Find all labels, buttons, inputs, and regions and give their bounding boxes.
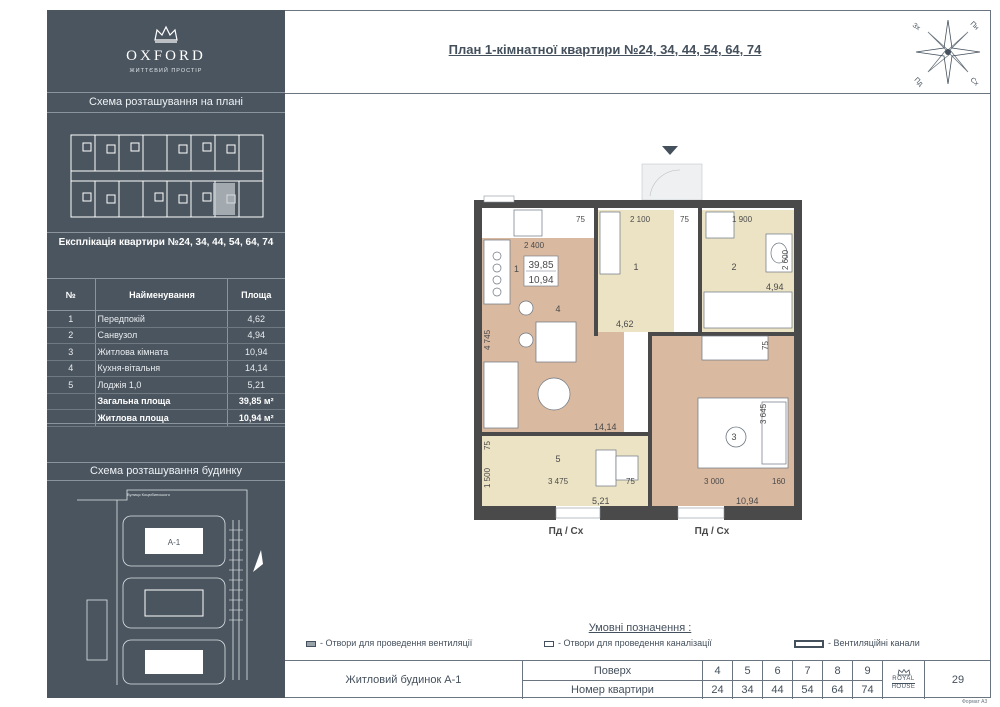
- row-name: Санвузол: [95, 327, 227, 344]
- room-area: 4,62: [616, 319, 634, 329]
- building-scheme-title: Схема розташування будинку: [90, 465, 242, 477]
- page-number-value: 29: [951, 674, 965, 686]
- dimension-label: 75: [626, 477, 635, 486]
- compass-rose-icon: [908, 14, 988, 90]
- compass-label-north: Пн: [968, 20, 980, 32]
- divider: [47, 423, 285, 424]
- orientation-label-right: Пд / Сх: [694, 526, 730, 537]
- dimension-label: 2 100: [630, 215, 651, 224]
- table-row: [47, 327, 285, 344]
- room-area: 5,21: [592, 496, 610, 506]
- col-header-name: Найменування: [95, 279, 227, 311]
- compass-label-east: Сх: [968, 76, 980, 88]
- row-number: 4: [47, 360, 95, 377]
- page-title: План 1-кімнатної квартири №24, 34, 44, 54, 64, 74: [448, 42, 762, 57]
- dimension-label: 1 900: [732, 215, 753, 224]
- apartment-number: 74: [853, 680, 883, 699]
- divider: [523, 680, 883, 681]
- room-number: 5: [555, 454, 561, 464]
- row-area: 10,94: [227, 344, 285, 361]
- divider: [47, 92, 285, 93]
- col-header-number: №: [47, 279, 95, 311]
- row-area: 5,21: [227, 377, 285, 394]
- dimension-label: 160: [772, 477, 786, 486]
- legend-label: - Отвори для проведення вентиляції: [320, 638, 473, 648]
- room-number: 2: [731, 262, 737, 272]
- row-area: 4,94: [227, 327, 285, 344]
- building-label: А-1: [167, 538, 181, 547]
- living-area-label: Житлова площа: [95, 410, 227, 427]
- floor-label: Поверх: [523, 661, 703, 680]
- sewage-hole-icon: [544, 641, 554, 647]
- floor-number: 7: [793, 661, 823, 680]
- total-area-value: 39,85 м²: [227, 393, 285, 410]
- brand-name: OXFORD: [126, 48, 206, 64]
- dimension-label: 75: [483, 441, 492, 450]
- floor-number: 4: [703, 661, 733, 680]
- legend-label: - Вентиляційні канали: [828, 638, 920, 648]
- dimension-label: 75: [761, 341, 770, 350]
- site-plan-diagram: [57, 480, 277, 690]
- apartment-label: Номер квартири: [523, 680, 703, 699]
- row-number: 2: [47, 327, 95, 344]
- explication-title: Експлікація квартири №24, 34, 44, 54, 64, 74: [58, 237, 274, 248]
- street-label: Вулиця Коцюбинського: [127, 492, 170, 497]
- building-name: Житловий будинок А-1: [285, 661, 523, 699]
- plan-scheme-title: Схема розташування на плані: [89, 96, 243, 108]
- apartment-number: 34: [733, 680, 763, 699]
- format-note: Формат А3: [962, 699, 988, 705]
- table-header-row: [47, 279, 285, 311]
- logo-text-line2: HOUSE: [891, 684, 916, 690]
- dimension-label: 1 500: [483, 467, 492, 488]
- floor-number: 9: [853, 661, 883, 680]
- floor-scheme-diagram: [67, 131, 267, 221]
- floor-number: 8: [823, 661, 853, 680]
- page-number: [925, 661, 991, 699]
- crown-icon: [152, 24, 180, 44]
- row-number: 1: [47, 311, 95, 328]
- brand-logo: [47, 10, 285, 92]
- legend-title: Умовні позначення :: [588, 622, 692, 634]
- compass-label-south: Пд: [912, 76, 924, 88]
- floor-number: 5: [733, 661, 763, 680]
- orientation-label-left: Пд / Сх: [548, 526, 584, 537]
- room-area: 14,14: [594, 422, 617, 432]
- apartment-number: 64: [823, 680, 853, 699]
- col-header-area: Площа: [227, 279, 285, 311]
- divider: [47, 462, 285, 463]
- legend-item-sewage-holes: [544, 638, 712, 648]
- floor-number: 6: [763, 661, 793, 680]
- explication-table: [47, 278, 285, 427]
- info-table: [285, 660, 991, 698]
- crown-icon: [897, 669, 911, 676]
- legend-item-ventilation-ducts: [794, 638, 920, 648]
- dimension-label: 2 600: [781, 249, 790, 270]
- room-number: 4: [555, 304, 561, 314]
- north-arrow-icon: [253, 550, 263, 572]
- row-name: Житлова кімната: [95, 344, 227, 361]
- dimension-label: 4 745: [483, 329, 492, 350]
- row-area: 4,62: [227, 311, 285, 328]
- row-name: Кухня-вітальня: [95, 360, 227, 377]
- living-area-label: 10,94: [528, 275, 554, 286]
- brand-subtitle: ЖИТТЄВИЙ ПРОСТІР: [129, 68, 203, 74]
- room-number: 3: [731, 432, 737, 442]
- rooms-count-label: 1: [514, 264, 520, 274]
- total-area-row: [47, 393, 285, 410]
- living-area-value: 10,94 м²: [227, 410, 285, 427]
- compass-label-west: Зх: [910, 21, 922, 33]
- row-name: Лоджія 1,0: [95, 377, 227, 394]
- row-number: [47, 393, 95, 410]
- apartment-number: 54: [793, 680, 823, 699]
- apartment-number: 44: [763, 680, 793, 699]
- table-row: [47, 311, 285, 328]
- entrance-arrow-icon: [662, 146, 678, 155]
- row-name: Передпокій: [95, 311, 227, 328]
- dimension-label: 3 475: [548, 477, 569, 486]
- apartment-number: 24: [703, 680, 733, 699]
- dimension-label: 2 400: [524, 241, 545, 250]
- divider: [47, 112, 285, 113]
- room-area: 10,94: [736, 496, 759, 506]
- divider: [285, 93, 991, 94]
- row-number: 5: [47, 377, 95, 394]
- ventilation-hole-icon: [306, 641, 316, 647]
- row-number: 3: [47, 344, 95, 361]
- dimension-label: 75: [576, 215, 585, 224]
- room-area: 4,94: [766, 282, 784, 292]
- logo-text-line1: ROYAL: [892, 676, 915, 682]
- sidebar: [47, 10, 285, 698]
- dimension-label: 3 000: [704, 477, 725, 486]
- table-row: [47, 344, 285, 361]
- table-row: [47, 360, 285, 377]
- divider: [47, 232, 285, 233]
- legend-item-ventilation-holes: [306, 638, 472, 648]
- dimension-label: 75: [680, 215, 689, 224]
- total-area-label: 39,85: [528, 260, 554, 271]
- row-area: 14,14: [227, 360, 285, 377]
- room-number: 1: [633, 262, 639, 272]
- total-area-label: Загальна площа: [95, 393, 227, 410]
- legend-label: - Отвори для проведення каналізації: [558, 638, 712, 648]
- dimension-label: 3 645: [759, 403, 768, 424]
- apartment-floor-plan: [466, 140, 806, 540]
- table-row: [47, 377, 285, 394]
- ventilation-duct-icon: [794, 640, 824, 648]
- royal-house-logo: [883, 661, 925, 699]
